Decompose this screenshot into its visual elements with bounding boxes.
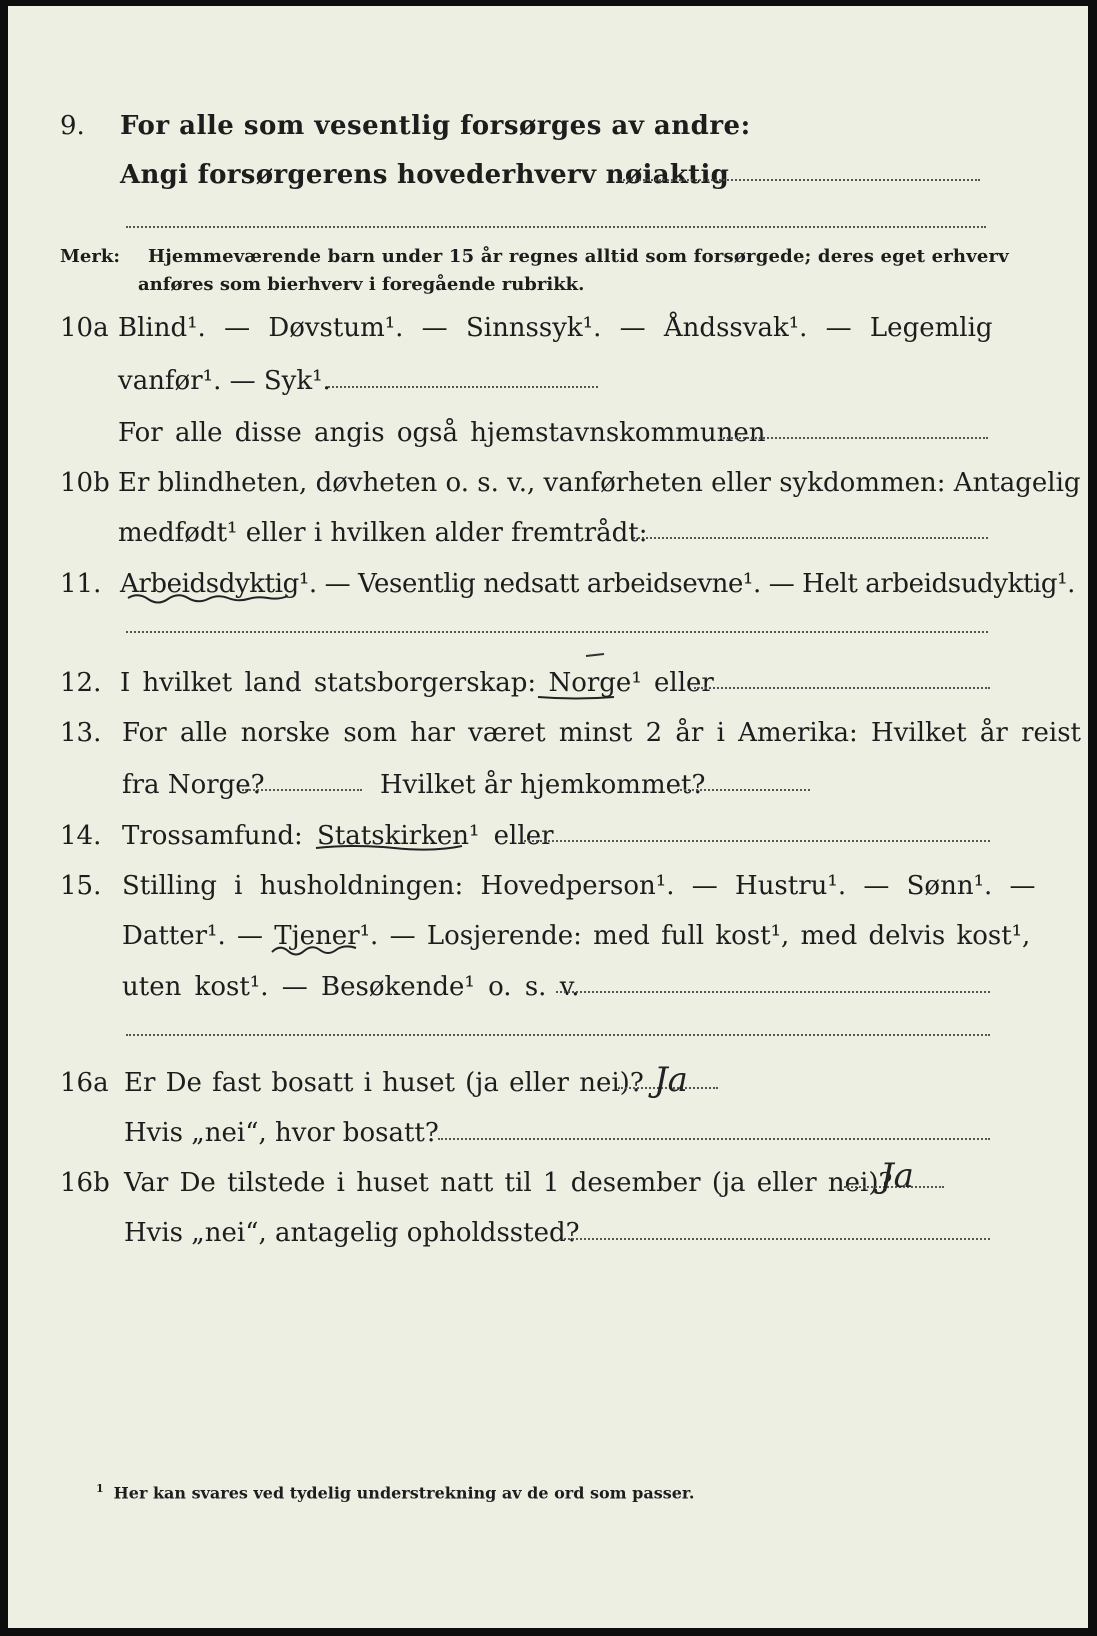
question-14-number: 14. [60,821,102,851]
answer-line-9b [126,226,986,228]
question-9-subtext: Angi forsørgerens hovederhverv nøiaktig [120,160,730,190]
answer-line-15a [556,991,990,993]
answer-line-16b-location [564,1238,990,1240]
footnote-mark: 1 [96,1482,104,1495]
census-form-page [8,6,1088,1628]
answer-line-15b [126,1034,990,1036]
answer-line-9a [620,179,980,181]
handwritten-underline-norge [536,694,616,702]
note-label: Merk: [60,246,120,267]
footnote-text: Her kan svares ved tydelig understrekning av de ord som passer. [113,1483,695,1503]
handwritten-answer-16b: Ja [880,1156,914,1196]
question-10a-hometown-text: For alle disse angis også hjemstavnskommunen [118,418,766,448]
handwritten-answer-16a: Ja [654,1060,688,1100]
note-text-line-1: Hjemmeværende barn under 15 år regnes alltid som forsørgede; deres eget erhverv [148,246,1009,267]
handwritten-underline-tjener [270,942,360,956]
answer-line-12 [694,687,990,689]
answer-line-11 [126,631,988,633]
answer-line-10a-hometown [720,437,988,439]
question-13-return-label: Hvilket år hjemkommet? [380,770,706,800]
note-text-line-2: anføres som bierhverv i foregående rubrikk. [138,274,585,295]
question-16b-number: 16b [60,1168,110,1198]
question-9-number: 9. [60,111,85,141]
question-10b-number: 10b [60,468,110,498]
question-16b-text: Var De tilstede i huset natt til 1 desember (ja eller nei)? [124,1168,893,1198]
question-16a-subtext: Hvis „nei“, hvor bosatt? [124,1118,439,1148]
question-13-number: 13. [60,718,102,748]
question-10b-subtext: medfødt¹ eller i hvilken alder fremtrådt: [118,518,648,548]
question-16b-subtext: Hvis „nei“, antagelig opholdssted? [124,1218,580,1248]
question-15-number: 15. [60,871,102,901]
answer-line-13-departure [242,789,362,791]
question-9-text: For alle som vesentlig forsørges av andre: [120,111,751,141]
question-12-text: I hvilket land statsborgerskap: Norge¹ eller [120,668,714,698]
footnote [96,1482,694,1502]
answer-line-14 [524,840,990,842]
handwritten-underline-statskirken [314,842,464,854]
question-12-number: 12. [60,668,102,698]
question-10a-subtext: vanfør¹. — Syk¹. [118,366,331,396]
question-10a-text: Blind¹. — Døvstum¹. — Sinnssyk¹. — Åndssvak¹. — Legemlig [118,313,993,343]
handwritten-mark-norge [584,652,608,658]
answer-line-13-return [680,789,810,791]
question-11-text: Arbeidsdyktig¹. — Vesentlig nedsatt arbeidsevne¹. — Helt arbeidsudyktig¹. [120,569,1076,599]
question-11-number: 11. [60,569,102,599]
answer-line-16a-residence [438,1138,990,1140]
question-15-subtext-2: uten kost¹. — Besøkende¹ o. s. v. [122,972,580,1002]
question-14-text: Trossamfund: Statskirken¹ eller [122,821,554,851]
question-16a-text: Er De fast bosatt i huset (ja eller nei)? [124,1068,644,1098]
question-16a-number: 16a [60,1068,109,1098]
question-10a-number: 10a [60,313,109,343]
question-15-text: Stilling i husholdningen: Hovedperson¹. — Hustru¹. — Sønn¹. — [122,871,1036,901]
answer-line-10a [328,386,598,388]
question-15-subtext: Datter¹. — Tjener¹. — Losjerende: med full kost¹, med delvis kost¹, [122,921,1031,951]
answer-line-10b [633,537,988,539]
question-13-departure-label: fra Norge? [122,770,265,800]
handwritten-underline-arbeidsdyktig [126,590,291,606]
question-10b-text: Er blindheten, døvheten o. s. v., vanførheten eller sykdommen: Antagelig [118,468,1081,498]
question-13-text: For alle norske som har været minst 2 år i Amerika: Hvilket år reist [122,718,1081,748]
